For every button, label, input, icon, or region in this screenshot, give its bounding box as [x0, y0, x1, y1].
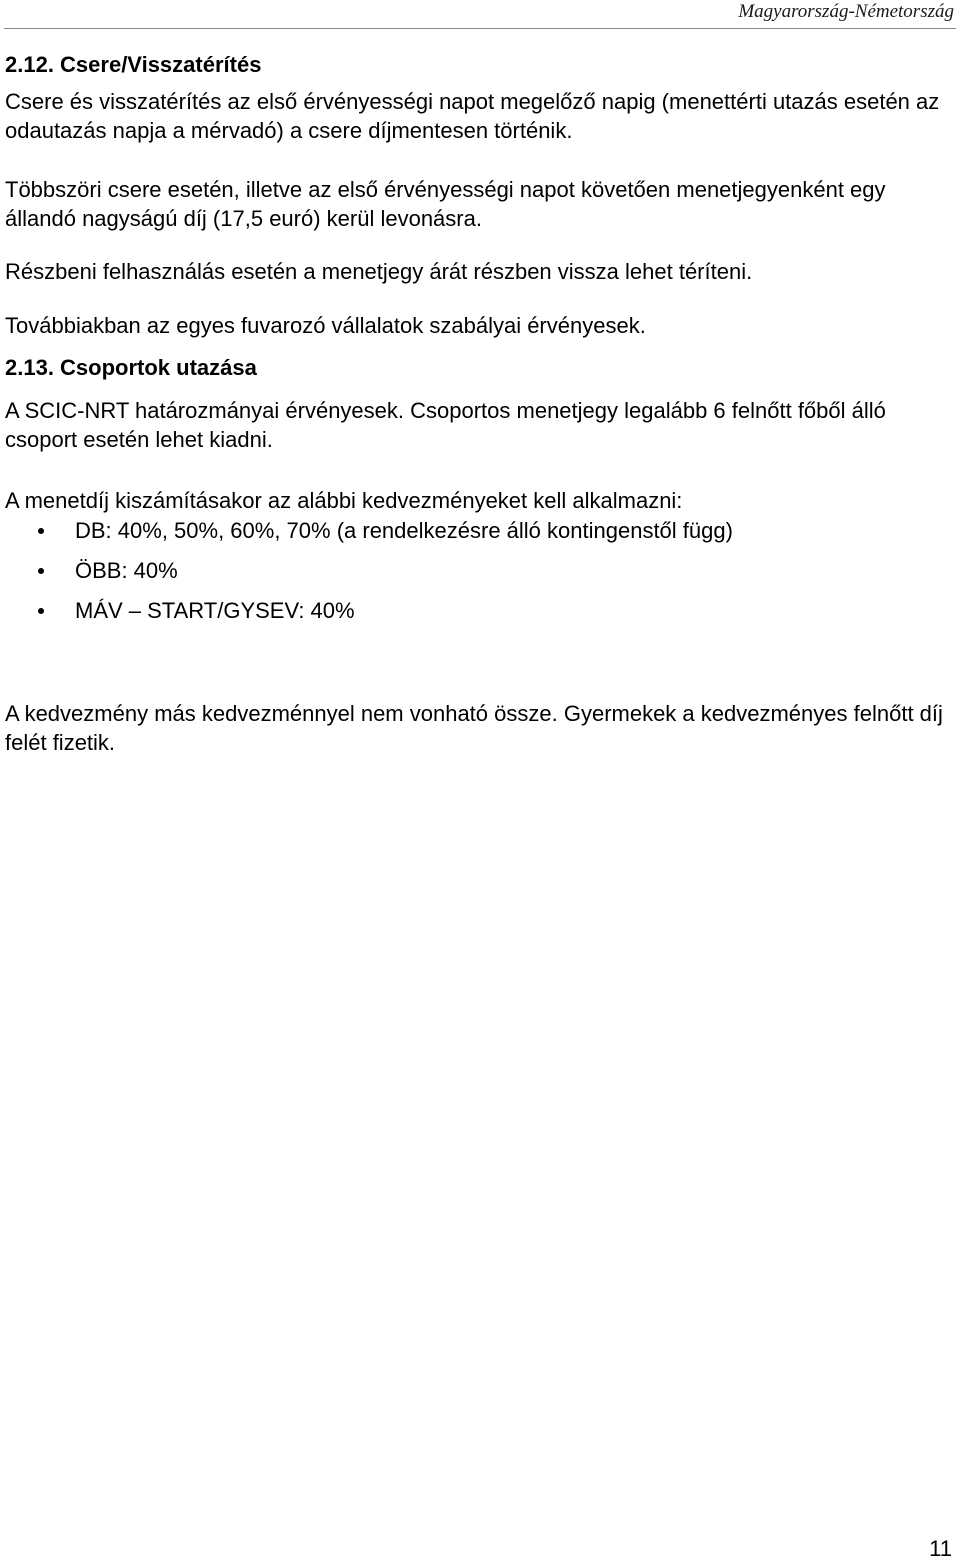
- running-header: Magyarország-Németország: [738, 1, 954, 22]
- list-item-mav: [5, 596, 955, 636]
- page-number: 11: [929, 1536, 952, 1561]
- list-item-db: [5, 516, 955, 556]
- list-item-text: MÁV – START/GYSEV: 40%: [75, 598, 355, 623]
- bullet-icon: [38, 608, 44, 614]
- paragraph-group-rules: A SCIC-NRT határozmányai érvényesek. Csoportos menetjegy legalább 6 felnőtt főből álló csoport esetén lehet kiadni.: [5, 398, 886, 452]
- list-item-text: DB: 40%, 50%, 60%, 70% (a rendelkezésre álló kontingenstől függ): [75, 518, 733, 543]
- bullet-icon: [38, 568, 44, 574]
- paragraph-repeated-exchange-fee: Többszöri csere esetén, illetve az első érvényességi napot követően menetjegyenként egy állandó nagyságú díj (17,5 euró) kerül levonásra.: [5, 177, 886, 231]
- paragraph-carrier-rules: Továbbiakban az egyes fuvarozó vállalatok szabályai érvényesek.: [5, 313, 646, 338]
- paragraph-closing: A kedvezmény más kedvezménnyel nem vonható össze. Gyermekek a kedvezményes felnőtt díj felét fizetik.: [5, 701, 943, 755]
- bullet-icon: [38, 528, 44, 534]
- header-rule: [4, 28, 956, 29]
- section-heading-2-13: 2.13. Csoportok utazása: [5, 355, 257, 380]
- section-heading-2-12: 2.12. Csere/Visszatérítés: [5, 52, 262, 77]
- discount-list: [5, 516, 955, 636]
- list-item-text: ÖBB: 40%: [75, 558, 178, 583]
- page-content: [5, 50, 955, 757]
- paragraph-discount-intro: A menetdíj kiszámításakor az alábbi kedvezményeket kell alkalmazni:: [5, 488, 683, 513]
- paragraph-partial-use: Részbeni felhasználás esetén a menetjegy árát részben vissza lehet téríteni.: [5, 259, 753, 284]
- paragraph-exchange-free: Csere és visszatérítés az első érvényességi napot megelőző napig (menettérti utazás esetén az odautazás napja a mérvadó) a csere díjmentesen történik.: [5, 89, 940, 143]
- list-item-obb: [5, 556, 955, 596]
